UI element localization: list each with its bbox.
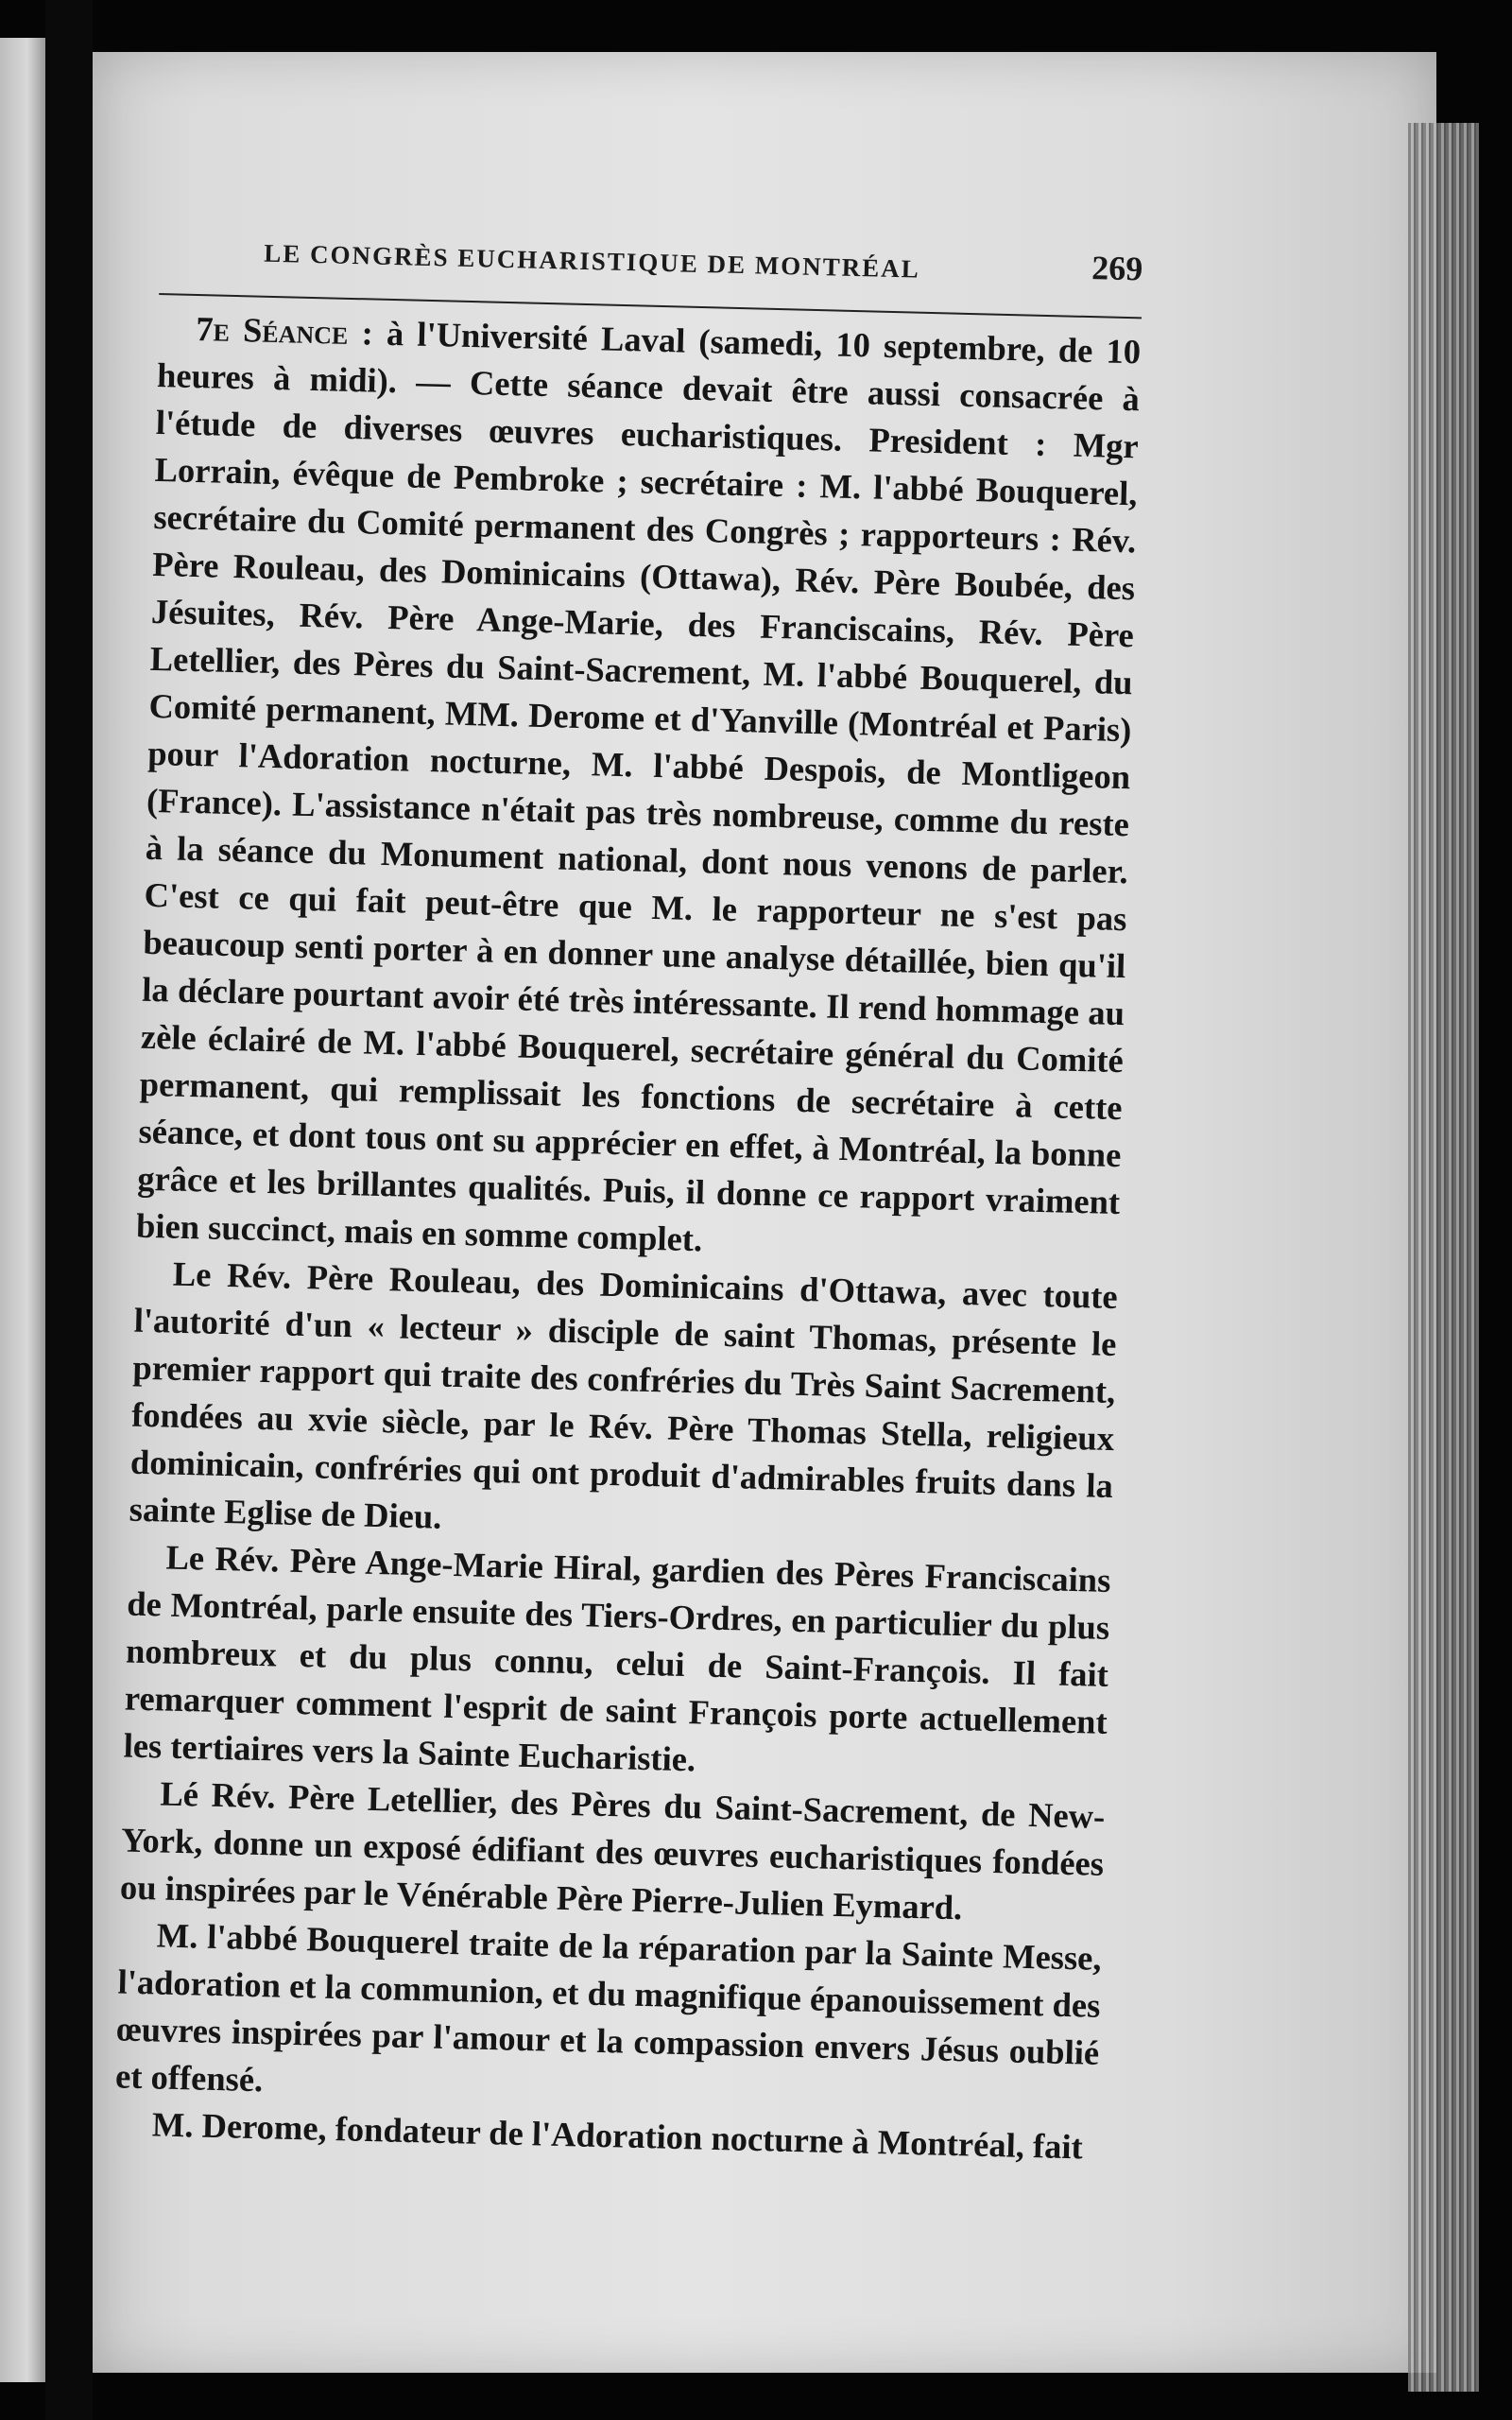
adjacent-page-edge [0,38,45,2382]
paragraph-rouleau [129,1250,1118,1557]
paragraph-text: Le Rév. Père Rouleau, des Dominicains d'Ottawa, avec toute l'autorité d'un « lecteur » disciple de saint Thomas, présente le premier rapport qui traite des confréries du Très Saint Sacrement, fondées au xvie siècle, par le Rév. Père Thomas Stella, religieux dominicain, confréries qui ont produit d'admirables fruits dans la sainte Eglise de Dieu. [129,1253,1119,1536]
paragraph-text: Le Rév. Père Ange-Marie Hiral, gardien des Pères Franciscains de Montréal, parle ensuite des Tiers-Ordres, en particulier du plus nombreux et du plus connu, celui de Saint-François. Il fait remarquer comment l'esprit de saint François porte actuellement les tertiaires vers la Sainte Eucharistie. [123,1537,1111,1779]
running-head-title: LE CONGRÈS EUCHARISTIQUE DE MONTRÉAL [263,238,921,284]
section-label: 7e Séance : [195,308,374,353]
paragraph-seance [136,304,1142,1273]
page-number: 269 [1091,249,1143,288]
paragraph-text: M. Derome, fondateur de l'Adoration nocturne à Montréal, fait [151,2104,1084,2167]
paragraph-text: à l'Université Laval (samedi, 10 septembre, de 10 heures à midi). — Cette séance devait être aussi consacrée à l'étude de diverses œuvres eucharistiques. President : Mgr Lorrain, évêque de Pembroke ; secrétaire : M. l'abbé Bouquerel, secrétaire du Comité permanent des Congrès ; rapporteurs : Rév. Père Rouleau, des Dominicains (Ottawa), Rév. Père Boubée, des Jésuites, Rév. Père Ange-Marie, des Franciscains, Rév. Père Letellier, des Pères du Saint-Sacrement, M. l'abbé Bouquerel, du Comité permanent, MM. Derome et d'Yanville (Montréal et Paris) pour l'Adoration nocturne, M. l'abbé Despois, de Montligeon (France). L'assistance n'était pas très nombreuse, comme du reste à la séance du Monument national, dont nous venons de parler. C'est ce qui fait peut-être que M. le rapporteur ne s'est pas beaucoup senti porter à en donner une analyse détaillée, bien qu'il la déclare pourtant avoir été très intéressante. Il rend hommage au zèle éclairé de M. l'abbé Bouquerel, secrétaire général du Comité permanent, qui remplissait les fonctions de secrétaire à cette séance, et dont tous ont su apprécier en effet, à Montréal, la bonne grâce et les brillantes qualités. Puis, il donne ce rapport vraiment bien succinct, mais en somme complet. [135,313,1142,1259]
book-gutter [45,0,93,2420]
paragraph-text: Lé Rév. Père Letellier, des Pères du Saint-Sacrement, de New-York, donne un exposé édifiant des œuvres eucharistiques fondées ou inspirées par le Vénérable Père Pierre-Julien Eymard. [119,1773,1106,1927]
paragraph-ange-marie [123,1533,1111,1793]
paragraph-text: M. l'abbé Bouquerel traite de la réparation par la Sainte Messe, l'adoration et la communion, et du magnifique épanouissement des œuvres inspirées par l'amour et la compassion envers Jésus oublié et offensé. [114,1915,1103,2100]
paragraph-bouquerel [115,1910,1103,2123]
page-edge-stack [1408,123,1479,2392]
page-text-block [113,227,1143,2171]
paragraph-letellier [119,1770,1105,1935]
